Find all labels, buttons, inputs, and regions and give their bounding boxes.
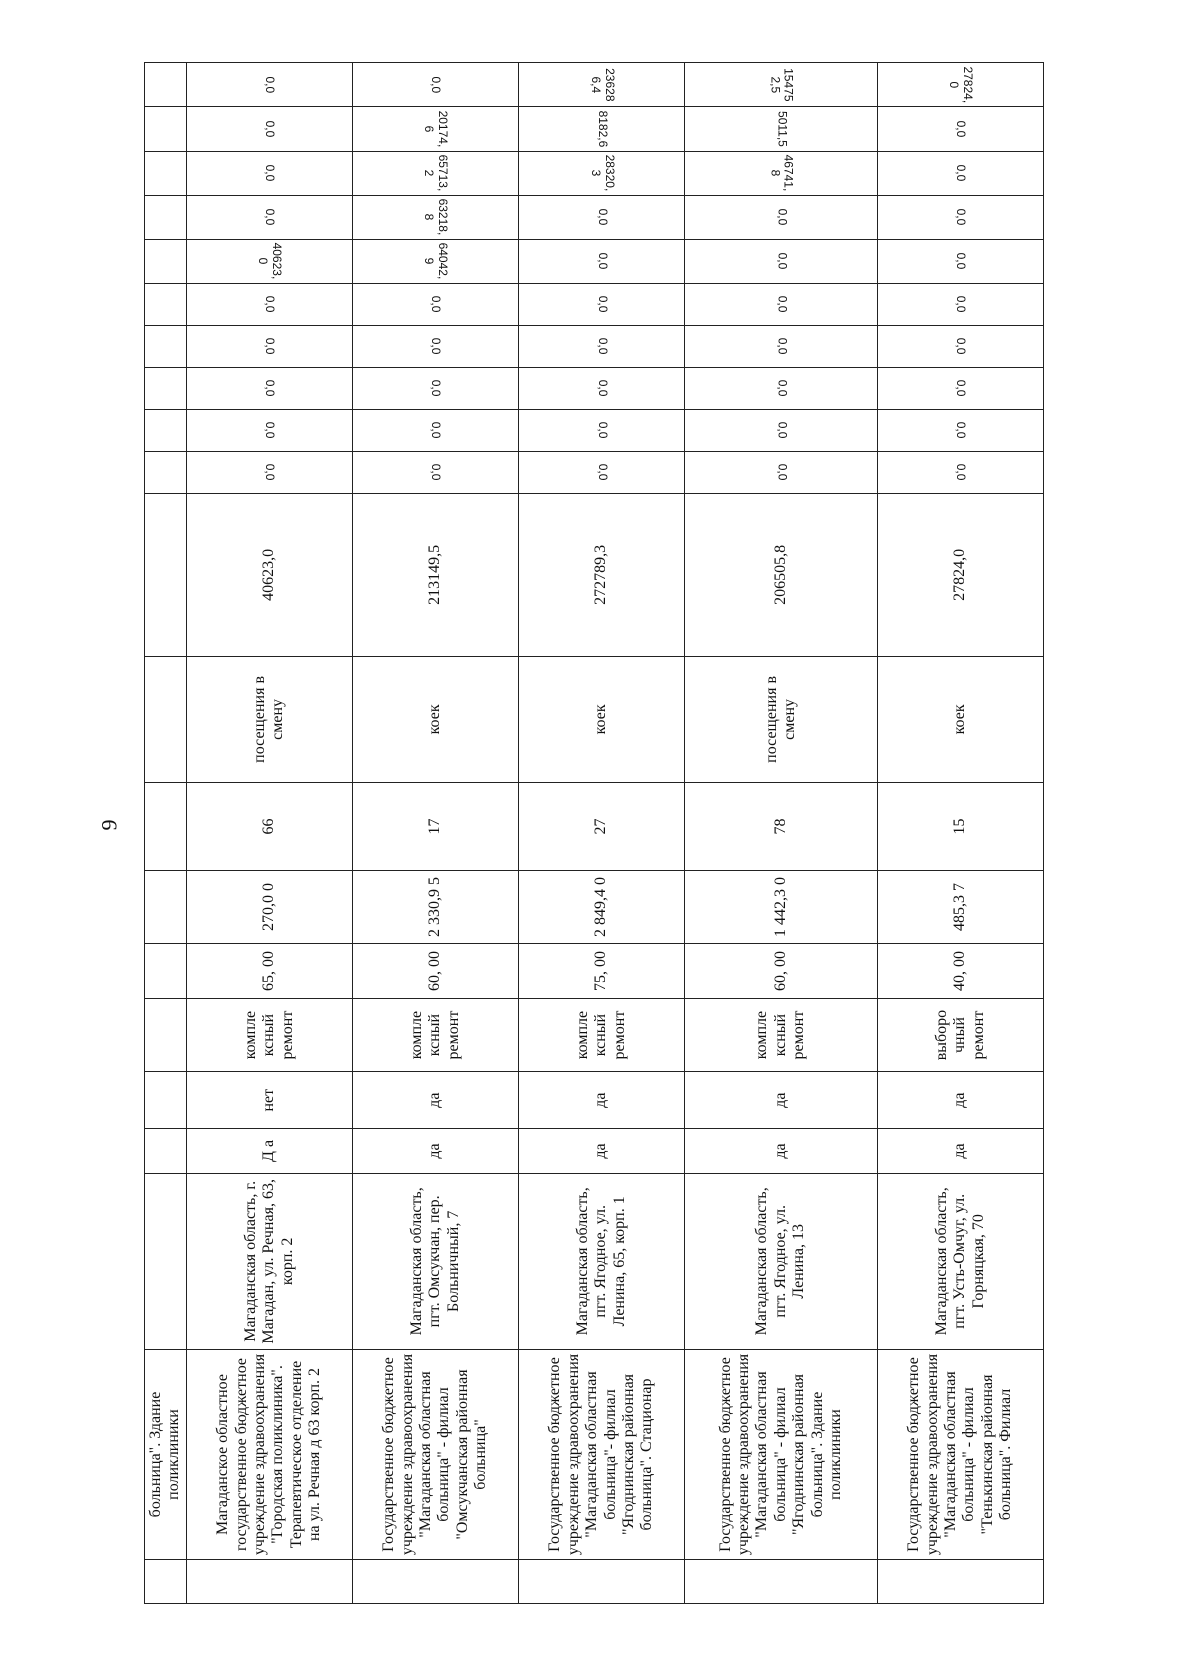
cell-c8 [145, 782, 187, 870]
cell-c5: компле ксный ремонт [685, 999, 878, 1072]
cell-c3 [145, 1129, 187, 1173]
cell-col0 [352, 1559, 518, 1603]
cell-v10: 154752,5 [685, 63, 878, 107]
cell-c5 [145, 999, 187, 1072]
cell-v7: 0,0 [685, 195, 878, 239]
rotated-table-sheet [144, 62, 1044, 1604]
cell-address: Магаданская область, пгт. Омсукчан, пер. Больничный, 7 [352, 1173, 518, 1350]
cell-address [145, 1173, 187, 1350]
cell-v1 [145, 451, 187, 493]
cell-col0 [519, 1559, 685, 1603]
cell-v8 [145, 151, 187, 195]
cell-v6 [145, 239, 187, 283]
cell-v6: 0,0 [877, 239, 1043, 283]
cell-v5: 0,0 [352, 283, 518, 325]
cell-c9: посещения в смену [685, 656, 878, 782]
cell-v8: 0,0 [877, 151, 1043, 195]
cell-c8: 17 [352, 782, 518, 870]
cell-v9: 0,0 [877, 107, 1043, 151]
cell-v5: 0,0 [186, 283, 352, 325]
cell-c10 [145, 493, 187, 656]
cell-v5: 0,0 [877, 283, 1043, 325]
cell-v9 [145, 107, 187, 151]
cell-c8: 66 [186, 782, 352, 870]
cell-c4: нет [186, 1071, 352, 1128]
cell-v5: 0,0 [519, 283, 685, 325]
cell-v6: 40623,0 [186, 239, 352, 283]
cell-v1: 0,0 [186, 451, 352, 493]
cell-v9: 8182,6 [519, 107, 685, 151]
table-row-header [145, 63, 187, 1604]
cell-c3: Д а [186, 1129, 352, 1173]
cell-c5: выборо чный ремонт [877, 999, 1043, 1072]
cell-c7: 2 849,4 0 [519, 871, 685, 944]
cell-v1: 0,0 [877, 451, 1043, 493]
cell-c4: да [685, 1071, 878, 1128]
cell-c5: компле ксный ремонт [186, 999, 352, 1072]
cell-v8: 28320,3 [519, 151, 685, 195]
cell-col0 [145, 1559, 187, 1603]
cell-c10: 206505,8 [685, 493, 878, 656]
facilities-table [144, 62, 1044, 1604]
cell-c9: посещения в смену [186, 656, 352, 782]
cell-c4: да [877, 1071, 1043, 1128]
cell-v4: 0,0 [877, 325, 1043, 367]
cell-name: Государственное бюджетное учреждение здравоохранения "Магаданская областная больница" - филиал "Тенькинская районная больница". Филиал [877, 1350, 1043, 1560]
cell-v6: 0,0 [519, 239, 685, 283]
cell-v1: 0,0 [352, 451, 518, 493]
cell-c3: да [685, 1129, 878, 1173]
cell-v3: 0,0 [186, 367, 352, 409]
cell-name: Государственное бюджетное учреждение здравоохранения "Магаданская областная больница"- филиал "Ягоднинская районная больница". Стационар [519, 1350, 685, 1560]
cell-c10: 27824,0 [877, 493, 1043, 656]
cell-v10: 236286,4 [519, 63, 685, 107]
cell-v3: 0,0 [877, 367, 1043, 409]
cell-v2: 0,0 [685, 409, 878, 451]
cell-c5: компле ксный ремонт [352, 999, 518, 1072]
cell-c9: коек [519, 656, 685, 782]
cell-v2: 0,0 [519, 409, 685, 451]
cell-v4: 0,0 [685, 325, 878, 367]
cell-v9: 0,0 [186, 107, 352, 151]
cell-v4 [145, 325, 187, 367]
cell-address: Магаданская область, г. Магадан, ул. Речная, 63, корп. 2 [186, 1173, 352, 1350]
cell-c6: 65, 00 [186, 943, 352, 998]
cell-c6 [145, 943, 187, 998]
cell-c7: 485,3 7 [877, 871, 1043, 944]
cell-v10: 0,0 [186, 63, 352, 107]
cell-v1: 0,0 [685, 451, 878, 493]
cell-v7: 0,0 [877, 195, 1043, 239]
cell-v8: 65713,2 [352, 151, 518, 195]
cell-col0 [685, 1559, 878, 1603]
cell-c9: коек [352, 656, 518, 782]
cell-c9 [145, 656, 187, 782]
cell-v2: 0,0 [877, 409, 1043, 451]
cell-c3: да [352, 1129, 518, 1173]
table-body [145, 63, 1044, 1604]
table-row [352, 63, 518, 1604]
cell-v5 [145, 283, 187, 325]
cell-c4: да [352, 1071, 518, 1128]
cell-v2: 0,0 [352, 409, 518, 451]
cell-name: Государственное бюджетное учреждение здравоохранения "Магаданская областная больница" - филиал "Омсукчанская районная больница" [352, 1350, 518, 1560]
cell-name: Государственное бюджетное учреждение здравоохранения "Магаданская областная больница" - филиал "Ягоднинская районная больница". Здание поликлиники [685, 1350, 878, 1560]
cell-c8: 78 [685, 782, 878, 870]
cell-v10: 27824,0 [877, 63, 1043, 107]
cell-col0 [877, 1559, 1043, 1603]
cell-address: Магаданская область, пгт. Ягодное, ул. Ленина, 65, корп. 1 [519, 1173, 685, 1350]
cell-c10: 213149,5 [352, 493, 518, 656]
cell-v9: 5011,5 [685, 107, 878, 151]
cell-c5: компле ксный ремонт [519, 999, 685, 1072]
table-row [519, 63, 685, 1604]
cell-v4: 0,0 [519, 325, 685, 367]
page-number: 9 [96, 819, 122, 831]
cell-v8: 0,0 [186, 151, 352, 195]
cell-c6: 75, 00 [519, 943, 685, 998]
table-row [186, 63, 352, 1604]
cell-v6: 64042,9 [352, 239, 518, 283]
cell-c10: 40623,0 [186, 493, 352, 656]
cell-c7: 1 442,3 0 [685, 871, 878, 944]
cell-address: Магаданская область, пгт. Усть-Омчуг, ул. Горняцкая, 70 [877, 1173, 1043, 1350]
cell-v3: 0,0 [685, 367, 878, 409]
cell-v7: 0,0 [519, 195, 685, 239]
cell-c4: да [519, 1071, 685, 1128]
table-row [685, 63, 878, 1604]
cell-v8: 46741,8 [685, 151, 878, 195]
cell-c7 [145, 871, 187, 944]
cell-v3: 0,0 [519, 367, 685, 409]
cell-c8: 27 [519, 782, 685, 870]
cell-col0 [186, 1559, 352, 1603]
cell-v2 [145, 409, 187, 451]
cell-c3: да [877, 1129, 1043, 1173]
cell-name: больница". Здание поликлиники [145, 1350, 187, 1560]
cell-v4: 0,0 [352, 325, 518, 367]
cell-c6: 60, 00 [352, 943, 518, 998]
cell-v3: 0,0 [352, 367, 518, 409]
cell-v10: 0,0 [352, 63, 518, 107]
cell-v4: 0,0 [186, 325, 352, 367]
cell-v7: 63218,8 [352, 195, 518, 239]
table-row [877, 63, 1043, 1604]
cell-v9: 20174,6 [352, 107, 518, 151]
cell-c3: да [519, 1129, 685, 1173]
cell-v5: 0,0 [685, 283, 878, 325]
cell-v6: 0,0 [685, 239, 878, 283]
cell-name: Магаданское областное государственное бюджетное учреждение здравоохранения "Городская поликлиника". Терапевтическое отделение на ул. Речная д 63 корп. 2 [186, 1350, 352, 1560]
cell-v7 [145, 195, 187, 239]
cell-c4 [145, 1071, 187, 1128]
cell-c6: 40, 00 [877, 943, 1043, 998]
cell-c6: 60, 00 [685, 943, 878, 998]
cell-v10 [145, 63, 187, 107]
cell-c8: 15 [877, 782, 1043, 870]
cell-c7: 2 330,9 5 [352, 871, 518, 944]
cell-c10: 272789,3 [519, 493, 685, 656]
cell-v1: 0,0 [519, 451, 685, 493]
cell-c7: 270,0 0 [186, 871, 352, 944]
cell-c9: коек [877, 656, 1043, 782]
cell-v7: 0,0 [186, 195, 352, 239]
cell-v3 [145, 367, 187, 409]
cell-v2: 0,0 [186, 409, 352, 451]
cell-address: Магаданская область, пгт. Ягодное, ул. Ленина, 13 [685, 1173, 878, 1350]
